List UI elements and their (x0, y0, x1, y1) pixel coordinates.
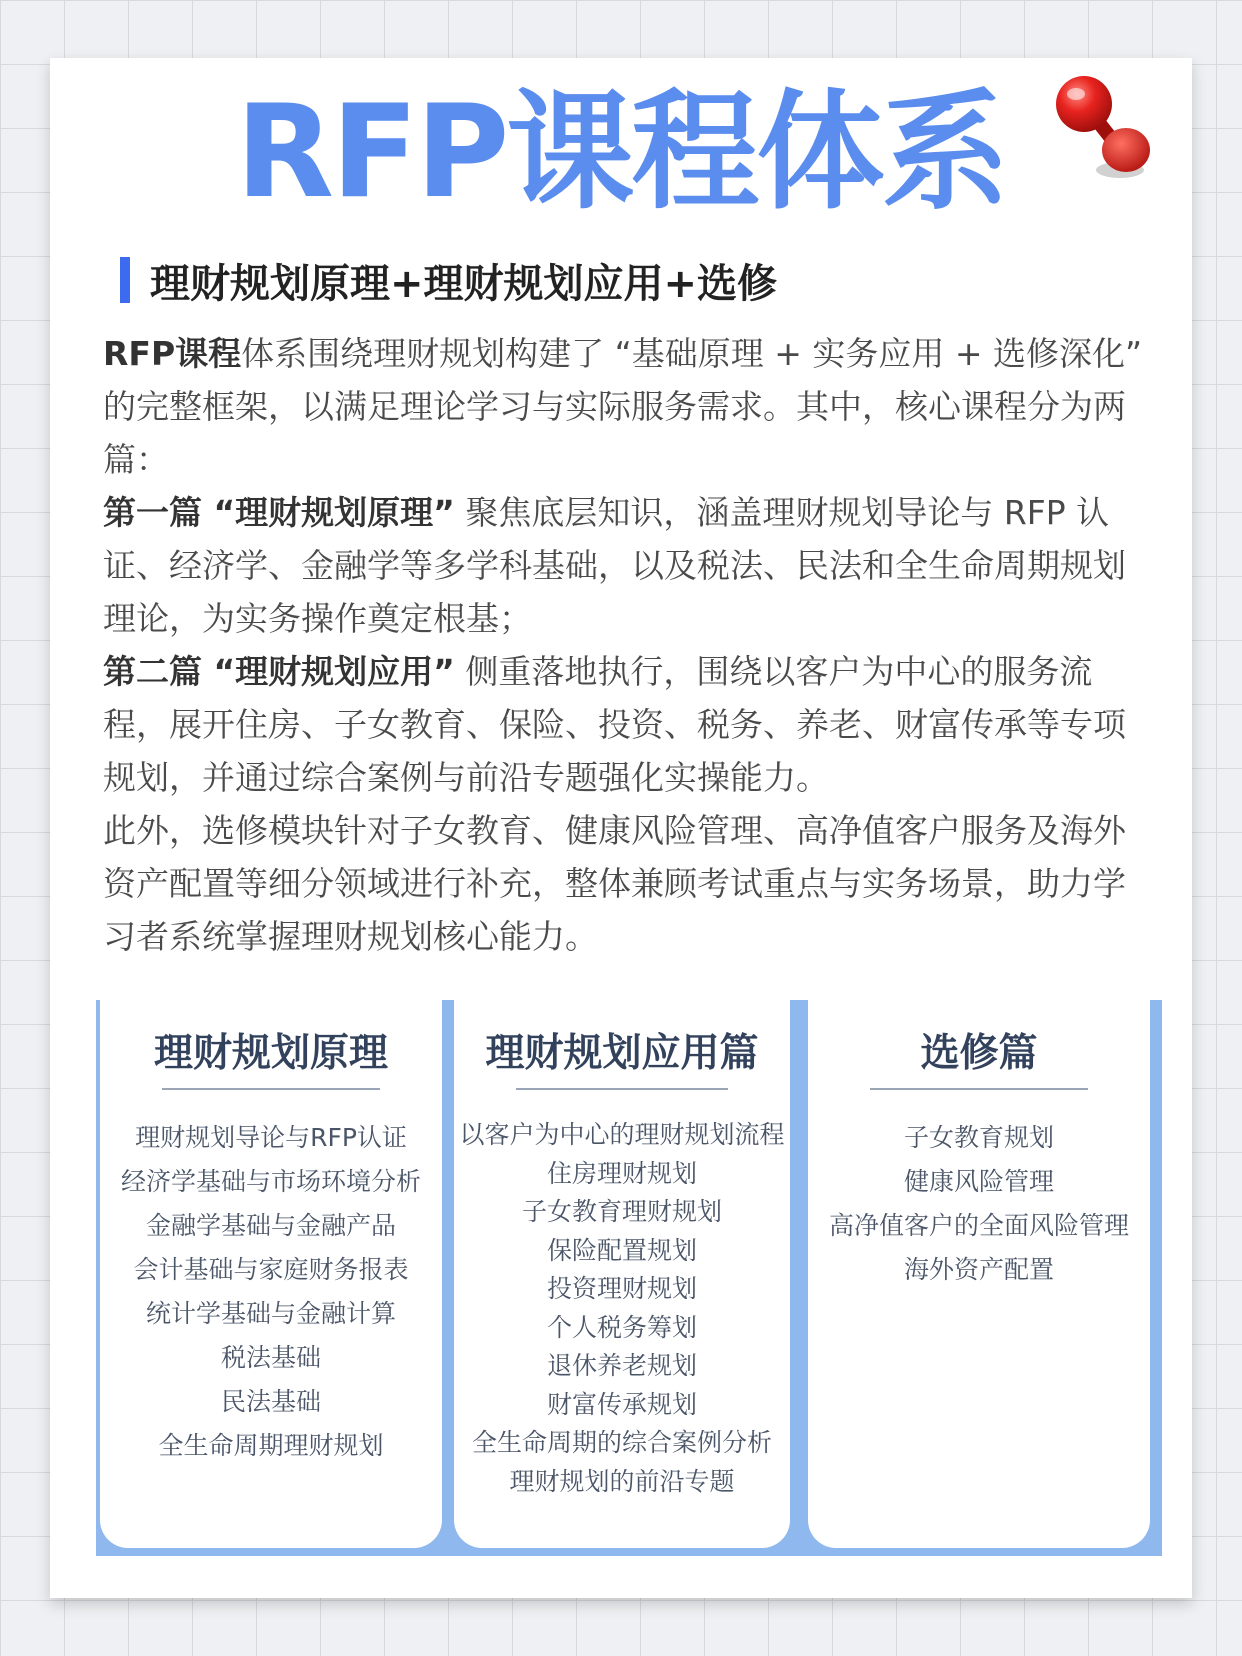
column-application (454, 1000, 790, 1548)
list-item: 高净值客户的全面风险管理 (828, 1211, 1129, 1240)
accent-bar (120, 257, 130, 303)
list-item: 投资理财规划 (546, 1274, 697, 1303)
page-title: RFP课程体系 (235, 78, 1007, 227)
column-heading: 理财规划原理 (153, 1031, 388, 1076)
list-item: 会计基础与家庭财务报表 (133, 1255, 409, 1284)
divider (162, 1088, 380, 1090)
course-list (100, 1116, 442, 1468)
list-item: 税法基础 (220, 1343, 321, 1372)
list-item: 住房理财规划 (546, 1158, 697, 1188)
course-description (103, 327, 1153, 963)
divider (870, 1088, 1088, 1090)
list-item: 保险配置规划 (546, 1235, 697, 1265)
intro-bold: RFP课程 (103, 334, 242, 373)
list-item: 理财规划的前沿专题 (509, 1466, 735, 1496)
part2-text: 侧重落地执行，围绕以客户为中心的服务流程，展开住房、子女教育、保险、投资、税务、养老、财富传承等专项规划，并通过综合案例与前沿专题强化实操能力。 (103, 652, 1126, 797)
course-list (454, 1116, 790, 1501)
list-item: 退休养老规划 (546, 1351, 697, 1380)
list-item: 子女教育规划 (903, 1123, 1054, 1152)
intro-text: 体系围绕理财规划构建了 “基础原理 + 实务应用 + 选修深化” 的完整框架，以满足理论学习与实际服务需求。其中，核心课程分为两篇： (103, 334, 1143, 479)
divider (516, 1088, 728, 1090)
list-item: 财富传承规划 (546, 1389, 697, 1419)
column-heading: 理财规划应用篇 (485, 1031, 759, 1076)
column-heading: 选修篇 (920, 1031, 1038, 1076)
list-item: 以客户为中心的理财规划流程 (459, 1120, 785, 1149)
list-item: 统计学基础与金融计算 (145, 1299, 396, 1328)
section-subtitle (120, 254, 777, 306)
part2-paragraph (103, 645, 1153, 804)
list-item: 全生命周期的综合案例分析 (471, 1428, 772, 1457)
list-item: 全生命周期理财规划 (158, 1431, 384, 1460)
part1-bold: 第一篇 “理财规划原理” (103, 493, 455, 532)
part1-paragraph (103, 486, 1153, 645)
list-item: 海外资产配置 (903, 1255, 1054, 1284)
extra-paragraph: 此外，选修模块针对子女教育、健康风险管理、高净值客户服务及海外资产配置等细分领域进行补充，整体兼顾考试重点与实务场景，助力学习者系统掌握理财规划核心能力。 (103, 811, 1126, 956)
part2-bold: 第二篇 “理财规划应用” (103, 652, 455, 691)
intro-paragraph (103, 327, 1153, 486)
column-principles (100, 1000, 442, 1548)
list-item: 经济学基础与市场环境分析 (120, 1167, 421, 1196)
course-table (96, 1000, 1162, 1556)
column-electives (808, 1000, 1150, 1548)
list-item: 健康风险管理 (903, 1167, 1054, 1196)
list-item: 民法基础 (220, 1387, 321, 1416)
list-item: 金融学基础与金融产品 (145, 1211, 396, 1240)
list-item: 个人税务筹划 (546, 1312, 697, 1342)
part1-text: 聚焦底层知识，涵盖理财规划导论与 RFP 认证、经济学、金融学等多学科基础，以及税法、民法和全生命周期规划理论，为实务操作奠定根基； (103, 493, 1126, 638)
subtitle-text: 理财规划原理+理财规划应用+选修 (150, 260, 778, 307)
list-item: 理财规划导论与RFP认证 (135, 1123, 407, 1152)
course-list (808, 1116, 1150, 1292)
list-item: 子女教育理财规划 (521, 1197, 722, 1226)
